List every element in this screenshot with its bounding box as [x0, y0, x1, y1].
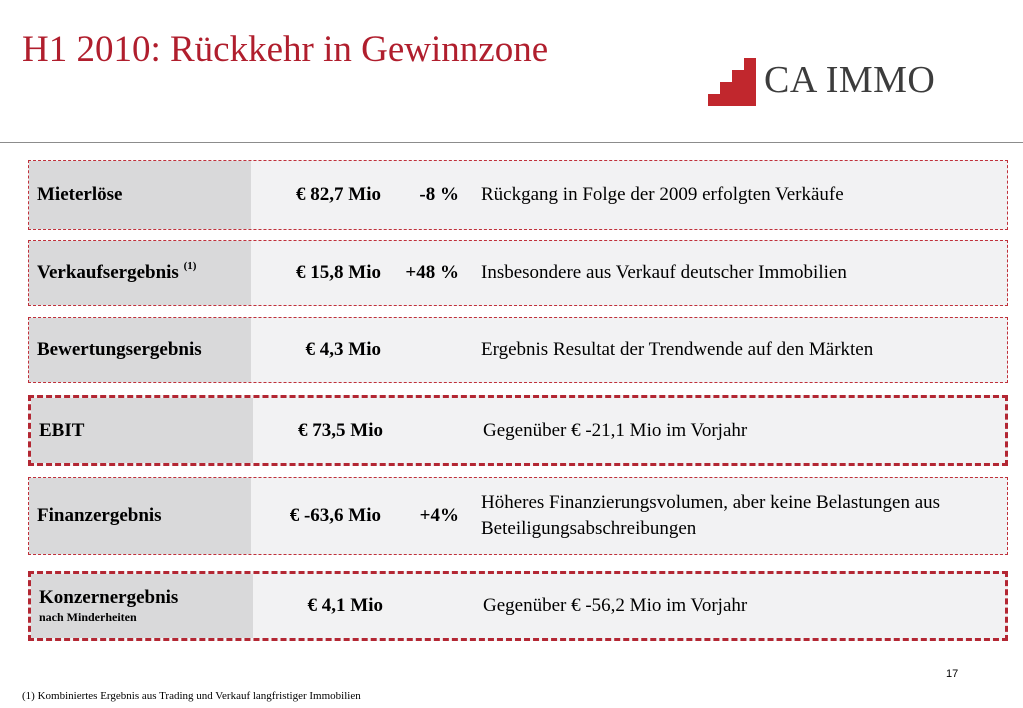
- row-change: -8 %: [419, 184, 459, 205]
- row-change: [383, 398, 461, 463]
- row-change: +48 %: [405, 262, 459, 283]
- ca-immo-logo: [708, 58, 968, 106]
- row-value: € 15,8 Mio: [296, 262, 381, 283]
- page-number: 17: [946, 668, 959, 680]
- row-label: Verkaufsergebnis $^{(1)}$: [29, 241, 251, 305]
- row-change: +4%: [419, 505, 459, 526]
- row-description: Insbesondere aus Verkauf deutscher Immobilien: [481, 262, 847, 283]
- row-label: Konzernergebnis nach Minderheiten: [31, 574, 253, 638]
- row-change: [383, 574, 461, 638]
- row-description: Höheres Finanzierungsvolumen, aber keine Belastungen aus Beteiligungsabschreibungen: [481, 492, 941, 539]
- row-description: Gegenüber € -56,2 Mio im Vorjahr: [483, 595, 748, 616]
- row-description: Gegenüber € -21,1 Mio im Vorjahr: [483, 419, 748, 441]
- footnote: (1) Kombiniertes Ergebnis aus Trading und Verkauf langfristiger Immobilien: [22, 690, 361, 702]
- table-row: [28, 240, 1008, 306]
- row-value: € 4,1 Mio: [307, 595, 383, 616]
- row-value: € -63,6 Mio: [289, 505, 381, 526]
- footnote-marker: (1): [183, 260, 197, 272]
- row-label: Bewertungsergebnis: [29, 318, 251, 382]
- row-description: Rückgang in Folge der 2009 erfolgten Verkäufe: [481, 184, 844, 205]
- page-title: H1 2010: Rückkehr in Gewinnzone: [22, 29, 549, 70]
- table-row: [28, 160, 1008, 230]
- row-label: Mieterlöse: [29, 161, 251, 229]
- row-value: € 82,7 Mio: [296, 184, 381, 205]
- row-sublabel: nach Minderheiten: [39, 610, 137, 624]
- table-row-highlighted: [28, 395, 1008, 466]
- row-value: € 4,3 Mio: [305, 339, 381, 360]
- row-label: EBIT: [31, 398, 253, 463]
- logo-text: CA IMMO: [764, 59, 936, 101]
- row-description: Ergebnis Resultat der Trendwende auf den Märkten: [481, 339, 874, 360]
- row-label: Finanzergebnis: [29, 478, 251, 554]
- table-row: [28, 477, 1008, 555]
- table-row: [28, 317, 1008, 383]
- header-divider: [0, 142, 1023, 143]
- row-value: € 73,5 Mio: [298, 419, 383, 441]
- row-change: [381, 318, 459, 382]
- table-row-highlighted: [28, 571, 1008, 641]
